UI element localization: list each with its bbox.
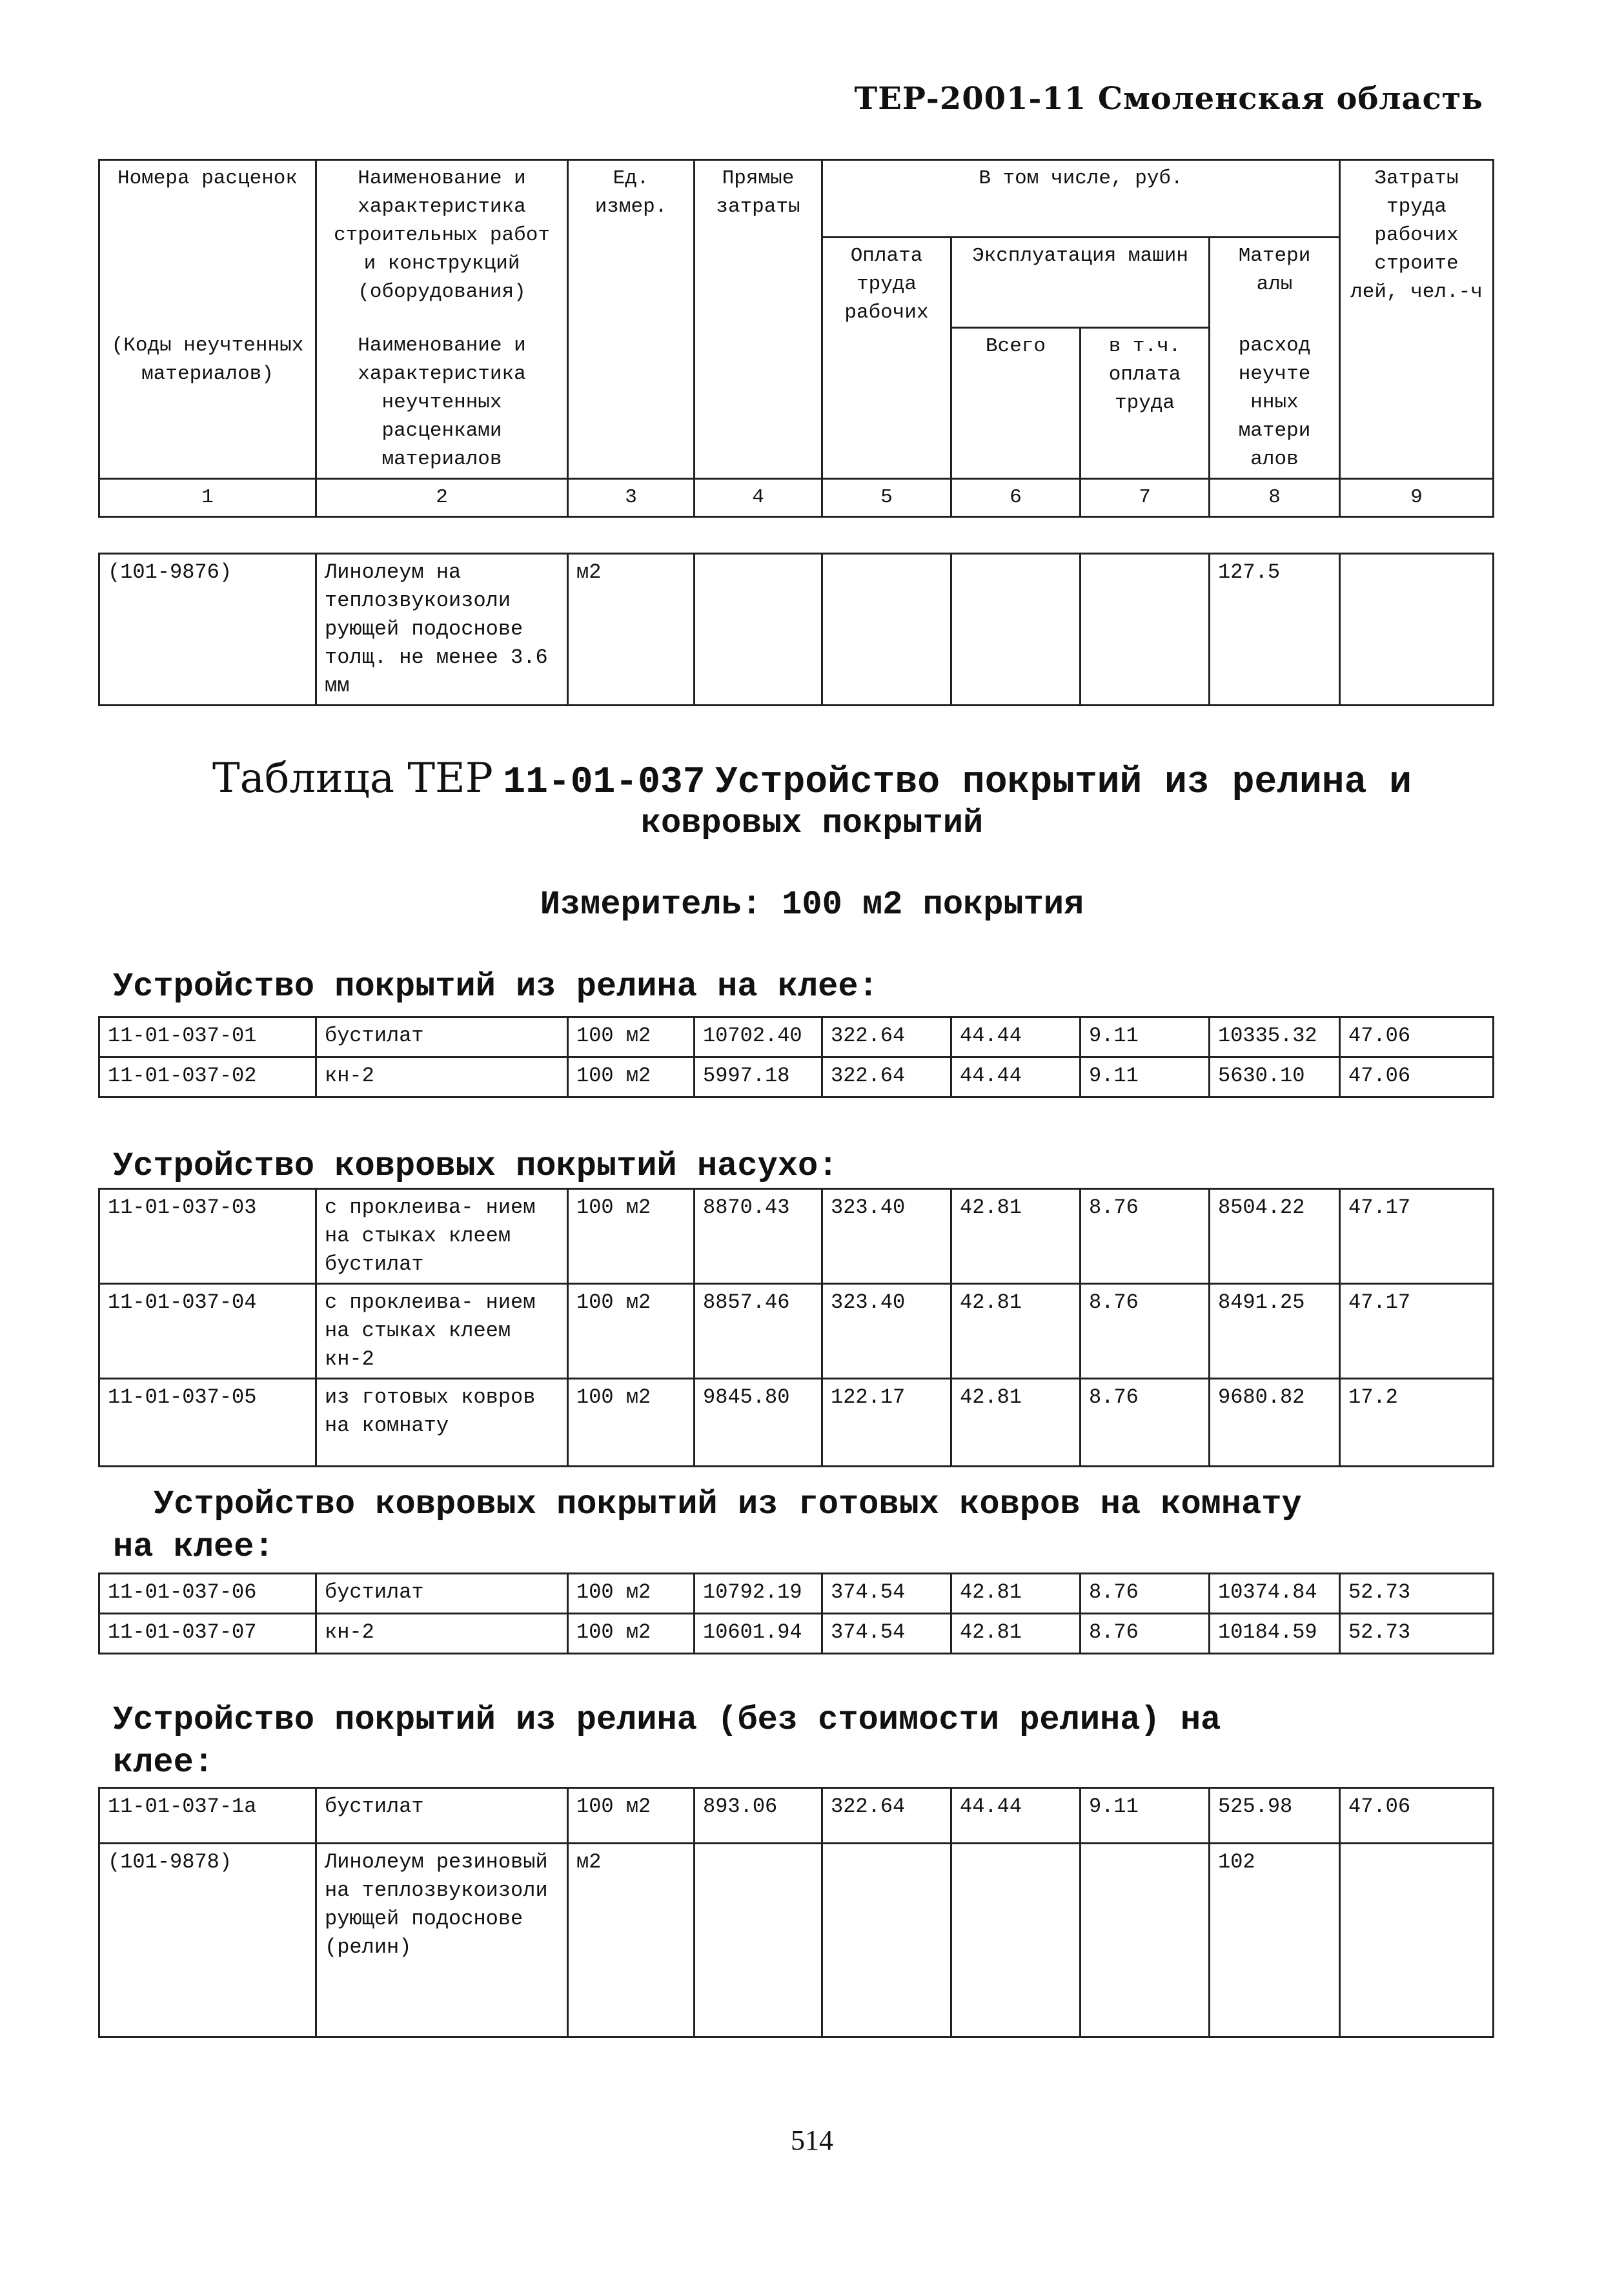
material-consumption: 127.5 (1210, 554, 1340, 706)
rate-machines-wages: 8.76 (1081, 1189, 1210, 1284)
rate-materials: 525.98 (1210, 1788, 1340, 1844)
column-header-table (98, 159, 1494, 518)
table-row (99, 1189, 1494, 1284)
rate-direct: 10792.19 (695, 1574, 822, 1614)
rate-unit: 100 м2 (568, 1284, 695, 1379)
rate-name: кн-2 (316, 1614, 568, 1654)
empty-cell (1340, 554, 1494, 706)
rate-name: из готовых ковров на комнату (316, 1379, 568, 1467)
empty-cell (1081, 1844, 1210, 2037)
rate-name: с проклеива- нием на стыках клеем бустилат (316, 1189, 568, 1284)
table-title-line1: Устройство покрытий из релина и (715, 762, 1412, 804)
rate-direct: 8870.43 (695, 1189, 822, 1284)
rate-materials: 8504.22 (1210, 1189, 1340, 1284)
col-number: 6 (951, 478, 1081, 516)
table-row (99, 1284, 1494, 1379)
material-code: (101-9878) (99, 1844, 316, 2037)
header-machines: Эксплуатация машин (951, 238, 1210, 328)
rate-name: бустилат (316, 1017, 568, 1057)
rate-direct: 10702.40 (695, 1017, 822, 1057)
material-code: (101-9876) (99, 554, 316, 706)
rate-direct: 8857.46 (695, 1284, 822, 1379)
header-labor: Затраты труда рабочих строите лей, чел.-ч (1340, 160, 1494, 479)
rate-unit: 100 м2 (568, 1379, 695, 1467)
rate-code: 11-01-037-01 (99, 1017, 316, 1057)
rate-code: 11-01-037-05 (99, 1379, 316, 1467)
material-unit: м2 (568, 1844, 695, 2037)
material-consumption: 102 (1210, 1844, 1340, 2037)
rate-wages: 322.64 (822, 1788, 951, 1844)
rate-name: кн-2 (316, 1057, 568, 1097)
rate-materials: 10184.59 (1210, 1614, 1340, 1654)
rate-machines: 42.81 (951, 1379, 1081, 1467)
table-title-line2: ковровых покрытий (640, 804, 984, 842)
rate-wages: 374.54 (822, 1614, 951, 1654)
rate-machines: 42.81 (951, 1614, 1081, 1654)
table-row (99, 1379, 1494, 1467)
rate-labor: 47.06 (1340, 1788, 1494, 1844)
material-unit: м2 (568, 554, 695, 706)
header-unit: Ед. измер. (568, 160, 695, 479)
rate-labor: 52.73 (1340, 1614, 1494, 1654)
rate-machines: 44.44 (951, 1017, 1081, 1057)
empty-cell (822, 1844, 951, 2037)
header-codes-spacer (99, 238, 316, 328)
col-number: 1 (99, 478, 316, 516)
col-number: 8 (1210, 478, 1340, 516)
rate-labor: 47.17 (1340, 1189, 1494, 1284)
rate-machines-wages: 9.11 (1081, 1017, 1210, 1057)
material-table-1 (98, 553, 1494, 706)
header-machines-wages: в т.ч. оплата труда (1081, 328, 1210, 479)
empty-cell (695, 1844, 822, 2037)
rate-labor: 52.73 (1340, 1574, 1494, 1614)
page-number: 514 (791, 2124, 833, 2156)
table-row (99, 1017, 1494, 1057)
col-number: 9 (1340, 478, 1494, 516)
col-number: 7 (1081, 478, 1210, 516)
rate-labor: 47.06 (1340, 1057, 1494, 1097)
rate-materials: 10374.84 (1210, 1574, 1340, 1614)
rate-code: 11-01-037-04 (99, 1284, 316, 1379)
rates-table (98, 1016, 1494, 1098)
table-row (99, 554, 1494, 706)
table-row (99, 1574, 1494, 1614)
rate-direct: 5997.18 (695, 1057, 822, 1097)
empty-cell (951, 1844, 1081, 2037)
rates-table (98, 1787, 1494, 2038)
rate-code: 11-01-037-06 (99, 1574, 316, 1614)
header-wages: Оплата труда рабочих (822, 238, 951, 479)
rate-wages: 323.40 (822, 1284, 951, 1379)
rate-labor: 17.2 (1340, 1379, 1494, 1467)
col-number: 4 (695, 478, 822, 516)
header-machines-total: Всего (951, 328, 1081, 479)
material-name: Линолеум резиновый на теплозвукоизоли рующей подоснове (релин) (316, 1844, 568, 2037)
rate-unit: 100 м2 (568, 1788, 695, 1844)
measure-unit: Измеритель: 100 м2 покрытия (540, 886, 1084, 924)
table-row (99, 1844, 1494, 2037)
header-codes-alt: (Коды неучтенных материалов) (99, 328, 316, 479)
rate-machines-wages: 8.76 (1081, 1614, 1210, 1654)
section-heading: Устройство покрытий из релина (без стоимости релина) на (113, 1701, 1221, 1739)
rate-code: 11-01-037-07 (99, 1614, 316, 1654)
rate-name: с проклеива- нием на стыках клеем кн-2 (316, 1284, 568, 1379)
rate-direct: 10601.94 (695, 1614, 822, 1654)
rate-machines-wages: 8.76 (1081, 1284, 1210, 1379)
rate-materials: 8491.25 (1210, 1284, 1340, 1379)
empty-cell (1340, 1844, 1494, 2037)
header-name: Наименование и характеристика строительных работ и конструкций (оборудования) (316, 160, 568, 328)
rate-code: 11-01-037-02 (99, 1057, 316, 1097)
rate-machines: 44.44 (951, 1057, 1081, 1097)
rate-machines: 42.81 (951, 1284, 1081, 1379)
section-heading-cont: клее: (113, 1744, 214, 1782)
rates-table (98, 1573, 1494, 1654)
rate-wages: 322.64 (822, 1017, 951, 1057)
header-materials: Матери алы (1210, 238, 1340, 328)
header-codes: Номера расценок (99, 160, 316, 238)
rates-table (98, 1188, 1494, 1467)
section-heading: Устройство ковровых покрытий из готовых ковров на комнату (154, 1485, 1302, 1523)
col-number: 2 (316, 478, 568, 516)
rate-machines-wages: 9.11 (1081, 1788, 1210, 1844)
rate-wages: 322.64 (822, 1057, 951, 1097)
table-row (99, 1057, 1494, 1097)
header-name-alt: Наименование и характеристика неучтенных расценками материалов (316, 328, 568, 479)
rate-wages: 122.17 (822, 1379, 951, 1467)
rate-direct: 893.06 (695, 1788, 822, 1844)
rate-labor: 47.17 (1340, 1284, 1494, 1379)
table-row (99, 1614, 1494, 1654)
col-number: 5 (822, 478, 951, 516)
rate-wages: 323.40 (822, 1189, 951, 1284)
section-heading: Устройство ковровых покрытий насухо: (113, 1147, 838, 1185)
rate-code: 11-01-037-1а (99, 1788, 316, 1844)
rate-materials: 9680.82 (1210, 1379, 1340, 1467)
document-header: ТЕР-2001-11 Смоленская область (854, 81, 1483, 117)
rate-name: бустилат (316, 1788, 568, 1844)
rate-machines: 42.81 (951, 1189, 1081, 1284)
rate-machines: 44.44 (951, 1788, 1081, 1844)
rate-unit: 100 м2 (568, 1614, 695, 1654)
section-heading: Устройство покрытий из релина на клее: (113, 968, 878, 1006)
table-title-prefix: Таблица ТЕР (212, 755, 493, 802)
header-materials-alt: расход неучте нных матери алов (1210, 328, 1340, 479)
col-number: 3 (568, 478, 695, 516)
rate-name: бустилат (316, 1574, 568, 1614)
rate-unit: 100 м2 (568, 1189, 695, 1284)
rate-machines-wages: 8.76 (1081, 1574, 1210, 1614)
table-row (99, 1788, 1494, 1844)
empty-cell (1081, 554, 1210, 706)
table-title-code: 11-01-037 (503, 762, 705, 804)
rate-wages: 374.54 (822, 1574, 951, 1614)
rate-materials: 10335.32 (1210, 1017, 1340, 1057)
table-title (0, 755, 1624, 806)
rate-unit: 100 м2 (568, 1057, 695, 1097)
empty-cell (951, 554, 1081, 706)
header-direct: Прямые затраты (695, 160, 822, 479)
header-incl: В том числе, руб. (822, 160, 1340, 238)
empty-cell (822, 554, 951, 706)
rate-labor: 47.06 (1340, 1017, 1494, 1057)
material-name: Линолеум на теплозвукоизоли рующей подоснове толщ. не менее 3.6 мм (316, 554, 568, 706)
rate-machines-wages: 9.11 (1081, 1057, 1210, 1097)
rate-code: 11-01-037-03 (99, 1189, 316, 1284)
rate-machines-wages: 8.76 (1081, 1379, 1210, 1467)
rate-machines: 42.81 (951, 1574, 1081, 1614)
rate-unit: 100 м2 (568, 1574, 695, 1614)
section-heading-cont: на клее: (113, 1528, 274, 1566)
empty-cell (695, 554, 822, 706)
rate-materials: 5630.10 (1210, 1057, 1340, 1097)
rate-direct: 9845.80 (695, 1379, 822, 1467)
rate-unit: 100 м2 (568, 1017, 695, 1057)
